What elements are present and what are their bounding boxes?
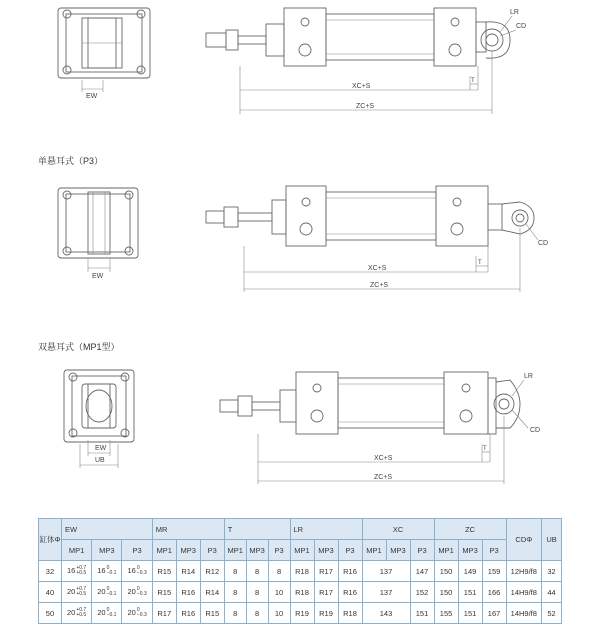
lr-header: LR bbox=[290, 519, 362, 540]
ew-header: EW bbox=[61, 519, 152, 540]
dimension-table bbox=[38, 518, 562, 624]
xc-cell: 147 bbox=[410, 561, 434, 582]
mr-cell: R16 bbox=[176, 603, 200, 624]
bore-cell: 40 bbox=[39, 582, 62, 603]
xc-cell: 137 bbox=[362, 561, 410, 582]
ew-tolerance-upper: +0.7 bbox=[76, 586, 87, 592]
t-cell: 8 bbox=[246, 582, 268, 603]
lr-cell: R18 bbox=[290, 561, 314, 582]
section-title-mp1: 双悬耳式（MP1型） bbox=[38, 342, 120, 352]
ew-value: 20 bbox=[127, 586, 136, 596]
lr-cell: R17 bbox=[314, 582, 338, 603]
cd-label: CD bbox=[538, 240, 549, 247]
sub-header: P3 bbox=[122, 540, 152, 561]
ew-value: 20 bbox=[97, 607, 106, 617]
end-view-mp1 bbox=[64, 370, 134, 468]
ew-tolerance bbox=[137, 587, 147, 597]
ew-tolerance-upper: 0 bbox=[106, 586, 110, 592]
cd-cell: 12H9/f8 bbox=[506, 561, 541, 582]
ew-tolerance-lower: −0.3 bbox=[136, 612, 147, 618]
t-label: T bbox=[478, 260, 482, 266]
table-group-header-row bbox=[39, 519, 562, 540]
ew-cell bbox=[92, 561, 122, 582]
section-title-p3: 单悬耳式（P3） bbox=[38, 156, 104, 166]
ew-value: 20 bbox=[66, 586, 76, 596]
xc-s-label: XC+S bbox=[368, 265, 387, 272]
ew-cell bbox=[61, 582, 91, 603]
zc-cell: 167 bbox=[482, 603, 506, 624]
mr-cell: R15 bbox=[152, 582, 176, 603]
ew-tolerance-lower: −0.1 bbox=[106, 612, 117, 618]
cd-header: CDΦ bbox=[506, 519, 541, 561]
ew-tolerance-lower: +0.5 bbox=[76, 591, 87, 597]
ew-tolerance-lower: −0.1 bbox=[106, 570, 117, 576]
ew-tolerance-upper: 0 bbox=[136, 607, 140, 613]
ew-tolerance-upper: 0 bbox=[136, 586, 140, 592]
bore-cell: 32 bbox=[39, 561, 62, 582]
mr-cell: R17 bbox=[152, 603, 176, 624]
sub-header: MP3 bbox=[246, 540, 268, 561]
bore-header: 缸体Φ bbox=[39, 519, 62, 561]
mr-header: MR bbox=[152, 519, 224, 540]
ew-tolerance bbox=[137, 566, 147, 576]
ub-label: UB bbox=[95, 457, 105, 464]
ew-tolerance-lower: −0.1 bbox=[106, 591, 117, 597]
ew-value: 16 bbox=[127, 565, 136, 575]
ub-header: UB bbox=[542, 519, 562, 561]
ew-label: EW bbox=[95, 445, 107, 452]
lr-label: LR bbox=[524, 373, 533, 380]
t-cell: 10 bbox=[268, 582, 290, 603]
t-label: T bbox=[471, 78, 475, 84]
mr-cell: R16 bbox=[176, 582, 200, 603]
ub-cell: 32 bbox=[542, 561, 562, 582]
zc-s-label: ZC+S bbox=[374, 474, 393, 481]
side-view-mp1 bbox=[220, 372, 540, 484]
lr-cell: R19 bbox=[314, 603, 338, 624]
sub-header: MP3 bbox=[458, 540, 482, 561]
ew-tolerance-lower: +0.5 bbox=[76, 612, 87, 618]
table-sub-header-row bbox=[39, 540, 562, 561]
ew-tolerance-upper: +0.7 bbox=[76, 565, 87, 571]
sub-header: MP1 bbox=[224, 540, 246, 561]
sub-header: MP3 bbox=[386, 540, 410, 561]
zc-cell: 155 bbox=[434, 603, 458, 624]
sub-header: MP1 bbox=[290, 540, 314, 561]
t-cell: 8 bbox=[224, 561, 246, 582]
t-cell: 8 bbox=[268, 561, 290, 582]
zc-cell: 159 bbox=[482, 561, 506, 582]
table-body bbox=[39, 561, 562, 624]
sub-header: P3 bbox=[482, 540, 506, 561]
lr-cell: R18 bbox=[338, 603, 362, 624]
ew-cell bbox=[92, 603, 122, 624]
side-view-mp3 bbox=[206, 8, 526, 114]
ew-value: 16 bbox=[66, 565, 76, 575]
sub-header: MP3 bbox=[176, 540, 200, 561]
t-cell: 8 bbox=[224, 582, 246, 603]
xc-cell: 137 bbox=[362, 582, 410, 603]
xc-cell: 151 bbox=[410, 603, 434, 624]
table-row bbox=[39, 603, 562, 624]
ew-value: 20 bbox=[66, 607, 76, 617]
ew-tolerance bbox=[76, 608, 86, 618]
lr-label: LR bbox=[510, 9, 519, 16]
t-cell: 10 bbox=[268, 603, 290, 624]
ew-cell bbox=[122, 603, 152, 624]
end-view-p3 bbox=[58, 188, 138, 280]
sub-header: P3 bbox=[200, 540, 224, 561]
ew-tolerance-lower: +0.5 bbox=[76, 570, 87, 576]
xc-cell: 143 bbox=[362, 603, 410, 624]
cd-cell: 14H9/f8 bbox=[506, 582, 541, 603]
table-row bbox=[39, 582, 562, 603]
ew-tolerance bbox=[76, 587, 86, 597]
ew-cell bbox=[61, 603, 91, 624]
ew-tolerance bbox=[107, 587, 117, 597]
ew-tolerance-upper: 0 bbox=[106, 607, 110, 613]
xc-header: XC bbox=[362, 519, 434, 540]
ub-cell: 44 bbox=[542, 582, 562, 603]
sub-header: MP1 bbox=[362, 540, 386, 561]
ew-value: 16 bbox=[97, 565, 106, 575]
mr-cell: R15 bbox=[200, 603, 224, 624]
table-row bbox=[39, 561, 562, 582]
ew-cell bbox=[92, 582, 122, 603]
mr-cell: R15 bbox=[152, 561, 176, 582]
ew-value: 20 bbox=[97, 586, 106, 596]
zc-s-label: ZC+S bbox=[370, 282, 389, 289]
zc-header: ZC bbox=[434, 519, 506, 540]
cd-label: CD bbox=[516, 23, 527, 30]
ew-tolerance bbox=[107, 608, 117, 618]
mr-cell: R14 bbox=[200, 582, 224, 603]
lr-cell: R16 bbox=[338, 561, 362, 582]
zc-cell: 149 bbox=[458, 561, 482, 582]
cd-cell: 14H9/f8 bbox=[506, 603, 541, 624]
ew-tolerance-lower: −0.3 bbox=[136, 591, 147, 597]
ew-tolerance bbox=[107, 566, 117, 576]
sub-header: MP3 bbox=[92, 540, 122, 561]
xc-cell: 152 bbox=[410, 582, 434, 603]
t-cell: 8 bbox=[246, 561, 268, 582]
t-header: T bbox=[224, 519, 290, 540]
mr-cell: R14 bbox=[176, 561, 200, 582]
ew-cell bbox=[122, 561, 152, 582]
zc-cell: 151 bbox=[458, 582, 482, 603]
ew-tolerance-upper: +0.7 bbox=[76, 607, 87, 613]
sub-header: MP1 bbox=[152, 540, 176, 561]
ew-label: EW bbox=[92, 273, 104, 280]
lr-cell: R16 bbox=[338, 582, 362, 603]
lr-cell: R17 bbox=[314, 561, 338, 582]
sub-header: MP1 bbox=[61, 540, 91, 561]
zc-cell: 150 bbox=[434, 582, 458, 603]
lr-cell: R19 bbox=[290, 603, 314, 624]
side-view-p3 bbox=[206, 186, 548, 292]
ew-label: EW bbox=[86, 93, 98, 100]
t-label: T bbox=[483, 446, 487, 452]
ew-tolerance-upper: 0 bbox=[136, 565, 140, 571]
ew-cell bbox=[61, 561, 91, 582]
bore-cell: 50 bbox=[39, 603, 62, 624]
ew-tolerance bbox=[76, 566, 86, 576]
sub-header: MP1 bbox=[434, 540, 458, 561]
zc-cell: 150 bbox=[434, 561, 458, 582]
sub-header: MP3 bbox=[314, 540, 338, 561]
zc-cell: 151 bbox=[458, 603, 482, 624]
t-cell: 8 bbox=[246, 603, 268, 624]
xc-s-label: XC+S bbox=[352, 83, 371, 90]
cd-label: CD bbox=[530, 427, 541, 434]
sub-header: P3 bbox=[268, 540, 290, 561]
ew-tolerance-lower: −0.3 bbox=[136, 570, 147, 576]
ew-tolerance-upper: 0 bbox=[106, 565, 110, 571]
sub-header: P3 bbox=[338, 540, 362, 561]
end-view-mp3 bbox=[58, 8, 150, 100]
xc-s-label: XC+S bbox=[374, 455, 393, 462]
t-cell: 8 bbox=[224, 603, 246, 624]
ew-cell bbox=[122, 582, 152, 603]
ew-tolerance bbox=[137, 608, 147, 618]
ew-value: 20 bbox=[127, 607, 136, 617]
sub-header: P3 bbox=[410, 540, 434, 561]
ub-cell: 52 bbox=[542, 603, 562, 624]
mr-cell: R12 bbox=[200, 561, 224, 582]
zc-s-label: ZC+S bbox=[356, 103, 375, 110]
lr-cell: R18 bbox=[290, 582, 314, 603]
zc-cell: 166 bbox=[482, 582, 506, 603]
